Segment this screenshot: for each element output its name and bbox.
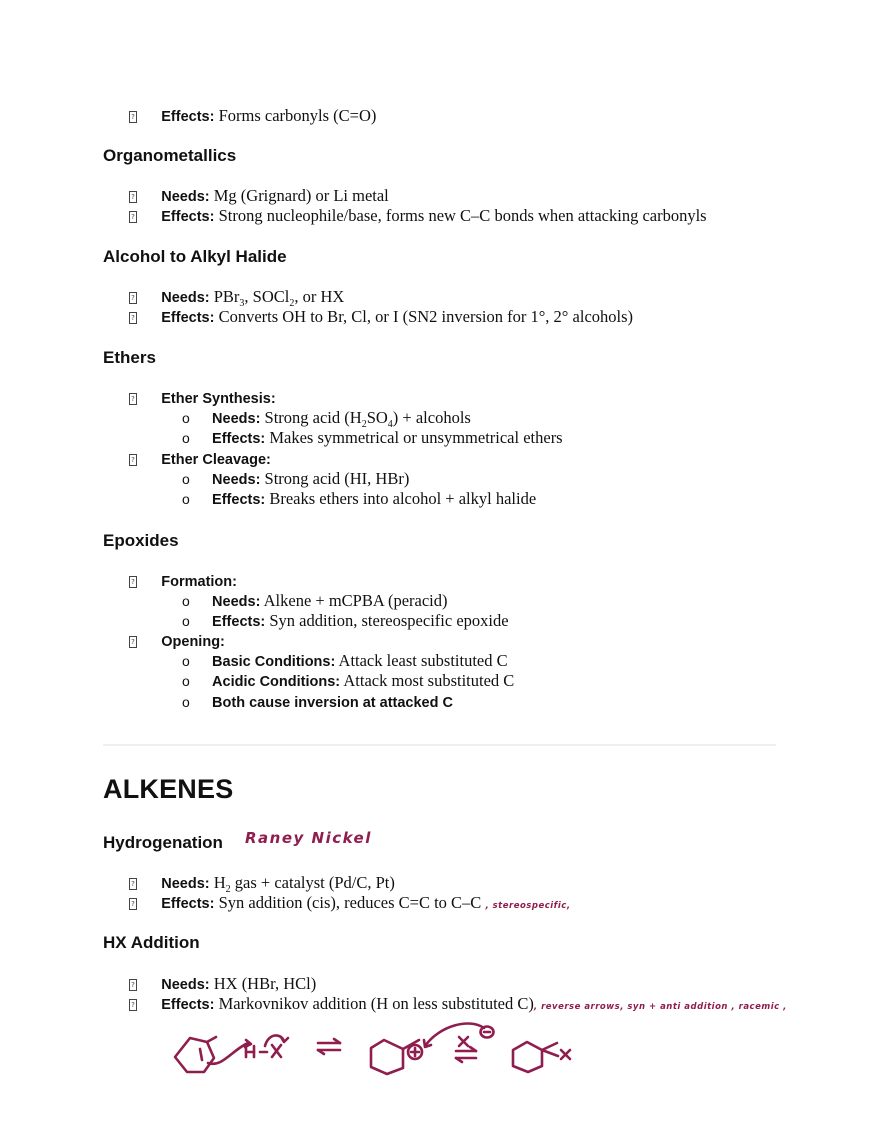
- formation-label: Formation:: [161, 574, 237, 590]
- equilibrium-arrow-icon: [318, 1039, 340, 1054]
- needs-text: SO: [366, 408, 388, 427]
- ether-cleavage-label: Ether Cleavage:: [161, 452, 271, 468]
- needs-label: Needs:: [212, 472, 261, 488]
- square-bullet-icon: ?: [129, 979, 137, 991]
- circle-bullet-icon: o: [182, 653, 190, 669]
- square-bullet-icon: ?: [129, 636, 137, 648]
- effects-text: Syn addition (cis), reduces C=C to C–C: [214, 893, 482, 912]
- effects-label: Effects:: [212, 614, 266, 630]
- square-bullet-icon: ?: [129, 211, 137, 223]
- square-bullet-icon: ?: [129, 393, 137, 405]
- needs-text: gas + catalyst (Pd/C, Pt): [230, 873, 395, 892]
- effects-text: Syn addition, stereospecific epoxide: [265, 611, 509, 630]
- square-bullet-icon: ?: [129, 999, 137, 1011]
- needs-text: , SOCl: [244, 287, 290, 306]
- section-title-hx-addition: HX Addition: [103, 933, 200, 952]
- circle-bullet-icon: o: [182, 613, 190, 629]
- needs-text: Mg (Grignard) or Li metal: [209, 186, 389, 205]
- alkyl-halide-product-structure: [513, 1042, 570, 1072]
- needs-text: Alkene + mCPBA (peracid): [260, 591, 448, 610]
- effects-label: Effects:: [161, 997, 215, 1013]
- square-bullet-icon: ?: [129, 454, 137, 466]
- effects-text: Makes symmetrical or unsymmetrical ethers: [265, 428, 563, 447]
- needs-label: Needs:: [212, 594, 261, 610]
- effects-text: Converts OH to Br, Cl, or I (SN2 inversion for 1°, 2° alcohols): [214, 307, 634, 326]
- needs-text: PBr: [209, 287, 240, 306]
- section-title-hydrogenation: Hydrogenation: [103, 833, 223, 852]
- circle-bullet-icon: o: [182, 430, 190, 446]
- section-title-ethers: Ethers: [103, 348, 156, 367]
- circle-bullet-icon: o: [182, 593, 190, 609]
- square-bullet-icon: ?: [129, 312, 137, 324]
- section-title-organometallics: Organometallics: [103, 146, 237, 165]
- basic-conditions-label: Basic Conditions:: [212, 654, 336, 670]
- subscript: 2: [361, 419, 367, 430]
- carbocation-structure: [371, 1024, 484, 1074]
- needs-text: H: [209, 873, 226, 892]
- needs-label: Needs:: [161, 876, 210, 892]
- section-title-alcohol-to-alkyl-halide: Alcohol to Alkyl Halide: [103, 247, 287, 266]
- handwritten-note-hx-effects: , reverse arrows, syn + anti addition , racemic ,: [533, 1002, 787, 1012]
- effects-label: Effects:: [212, 492, 266, 508]
- effects-label: Effects:: [161, 896, 215, 912]
- circle-bullet-icon: o: [182, 491, 190, 507]
- inversion-note-label: Both cause inversion at attacked C: [212, 695, 453, 711]
- subscript: 3: [239, 298, 245, 309]
- handwritten-note-raney-nickel: Raney Nickel: [245, 829, 372, 847]
- halide-anion: [459, 1027, 494, 1047]
- effects-text: Markovnikov addition (H on less substituted C): [214, 994, 534, 1013]
- subscript: 2: [289, 298, 295, 309]
- needs-label: Needs:: [212, 411, 261, 427]
- opening-label: Opening:: [161, 634, 225, 650]
- circle-bullet-icon: o: [182, 694, 190, 710]
- square-bullet-icon: ?: [129, 878, 137, 890]
- needs-label: Needs:: [161, 977, 210, 993]
- needs-text: HX (HBr, HCl): [209, 974, 317, 993]
- effects-text: Strong nucleophile/base, forms new C–C bonds when attacking carbonyls: [214, 206, 707, 225]
- subscript: 2: [225, 884, 231, 895]
- effects-label: Effects:: [161, 209, 215, 225]
- acidic-conditions-text: Attack most substituted C: [340, 671, 515, 690]
- effects-label: Effects:: [212, 431, 266, 447]
- needs-label: Needs:: [161, 290, 210, 306]
- ether-synthesis-label: Ether Synthesis:: [161, 391, 276, 407]
- circle-bullet-icon: o: [182, 673, 190, 689]
- effects-text: Breaks ethers into alcohol + alkyl halide: [265, 489, 537, 508]
- square-bullet-icon: ?: [129, 191, 137, 203]
- needs-text: Strong acid (HI, HBr): [260, 469, 410, 488]
- needs-text: ) + alcohols: [392, 408, 471, 427]
- effects-text: Forms carbonyls (C=O): [214, 106, 377, 125]
- basic-conditions-text: Attack least substituted C: [335, 651, 508, 670]
- square-bullet-icon: ?: [129, 292, 137, 304]
- circle-bullet-icon: o: [182, 410, 190, 426]
- methylcyclohexene-structure: [175, 1037, 251, 1072]
- hx-reagent: [246, 1035, 288, 1057]
- equilibrium-arrow-icon: [456, 1047, 476, 1062]
- needs-label: Needs:: [161, 189, 210, 205]
- effects-label: Effects:: [161, 109, 215, 125]
- subscript: 4: [387, 419, 393, 430]
- circle-bullet-icon: o: [182, 471, 190, 487]
- chapter-title-alkenes: ALKENES: [103, 774, 234, 804]
- section-title-epoxides: Epoxides: [103, 531, 179, 550]
- needs-text: Strong acid (H: [260, 408, 362, 427]
- acidic-conditions-label: Acidic Conditions:: [212, 674, 341, 690]
- square-bullet-icon: ?: [129, 898, 137, 910]
- handwritten-note-stereospecific: , stereospecific,: [485, 901, 571, 911]
- square-bullet-icon: ?: [129, 111, 137, 123]
- effects-label: Effects:: [161, 310, 215, 326]
- square-bullet-icon: ?: [129, 576, 137, 588]
- needs-text: , or HX: [294, 287, 345, 306]
